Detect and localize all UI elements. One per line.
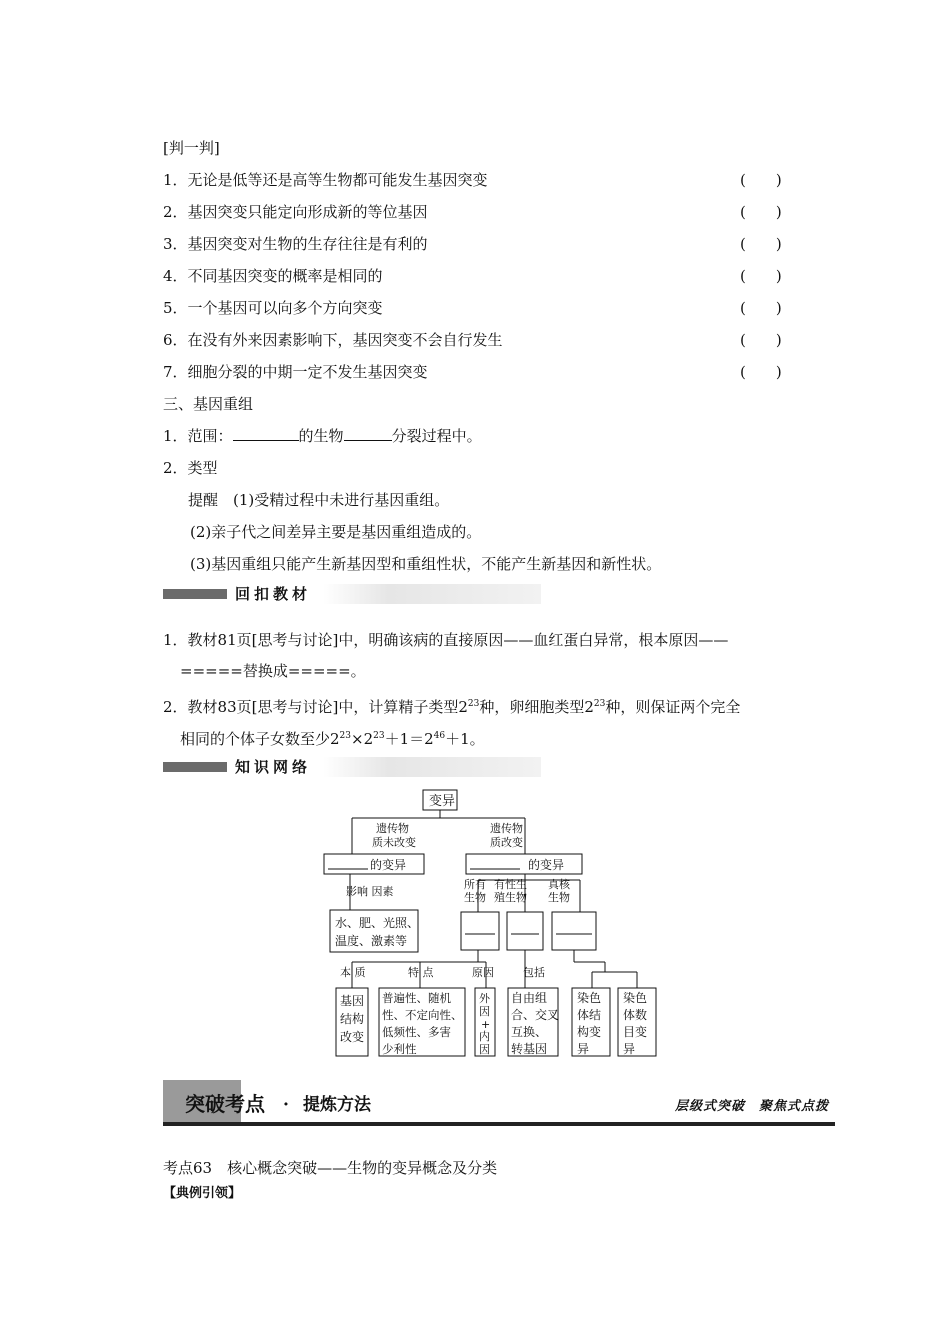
node-chrom <box>552 912 596 950</box>
chapter-rule <box>163 1122 835 1126</box>
node-root-text: 变异 <box>429 794 456 809</box>
essence-1: 基因 <box>340 994 365 1008</box>
feature-4: 少利性 <box>382 1042 417 1056</box>
chapter-banner <box>163 1080 835 1126</box>
judge-paren-1: ( ) <box>740 171 782 189</box>
recomb-type: 2．类型 <box>163 459 218 477</box>
section-network-label: 知识网络 <box>235 758 312 776</box>
label-all-1: 所有 <box>464 878 486 891</box>
label-cause: 原因 <box>472 966 494 979</box>
cause-5: 因 <box>479 1043 490 1056</box>
node-left-text: 的变异 <box>370 858 407 872</box>
superscript: 23 <box>373 731 385 741</box>
branch-right-2: 质改变 <box>490 836 523 849</box>
label-essence: 本 质 <box>340 966 366 979</box>
branch-left-1: 遗传物 <box>376 822 409 835</box>
judge-paren-2: ( ) <box>740 203 782 221</box>
judge-item-7: 7．细胞分裂的中期一定不发生基因突变 <box>163 363 428 381</box>
branch-right-1: 遗传物 <box>490 822 523 835</box>
textbook-item-1-cont: =====替换成=====。 <box>180 662 366 680</box>
chrom-struct-4: 异 <box>577 1042 590 1056</box>
chapter-subtitle: 提炼方法 <box>303 1095 371 1115</box>
chapter-title: 突破考点 <box>185 1092 265 1116</box>
cause-4: 内 <box>479 1030 490 1043</box>
include-1: 自由组 <box>511 991 548 1005</box>
chrom-num-4: 异 <box>623 1042 636 1056</box>
recomb-remind-1: 提醒 (1)受精过程中未进行基因重组。 <box>188 491 450 509</box>
essence-2: 结构 <box>340 1012 365 1026</box>
chapter-dot: · <box>283 1095 289 1115</box>
judge-paren-4: ( ) <box>740 267 782 285</box>
judge-paren-5: ( ) <box>740 299 782 317</box>
feature-2: 性、不定向性、 <box>382 1008 463 1022</box>
textbook-item-1: 1．教材81页[思考与讨论]中，明确该病的直接原因——血红蛋白异常，根本原因—— <box>163 631 729 649</box>
judge-paren-6: ( ) <box>740 331 782 349</box>
label-sexual-2: 殖生物 <box>494 891 527 904</box>
text-run: ＋1。 <box>445 730 485 748</box>
node-right-text: 的变异 <box>528 858 565 872</box>
chapter-slogan: 层级式突破 聚焦式点拨 <box>674 1099 829 1114</box>
include-4: 转基因 <box>511 1042 548 1056</box>
judge-paren-7: ( ) <box>740 363 782 381</box>
text-run: 相同的个体子女数至少2 <box>180 730 340 748</box>
kaodian-title: 考点63 核心概念突破——生物的变异概念及分类 <box>163 1159 498 1177</box>
judge-paren-3: ( ) <box>740 235 782 253</box>
feature-1: 普遍性、随机 <box>382 991 451 1005</box>
label-euk-1: 真核 <box>548 878 570 891</box>
example-heading: 【典例引领】 <box>163 1186 242 1201</box>
cause-3: + <box>481 1018 491 1031</box>
include-2: 合、交叉 <box>511 1008 560 1022</box>
text-run: ＋1＝2 <box>384 730 434 748</box>
essence-3: 改变 <box>340 1030 365 1044</box>
label-all-2: 生物 <box>464 891 486 904</box>
branch-left-2: 质未改变 <box>372 836 416 849</box>
node-mutation <box>461 912 499 950</box>
chrom-struct-2: 体结 <box>577 1008 602 1022</box>
recomb-remind-3: (3)基因重组只能产生新基因型和重组性状，不能产生新基因和新性状。 <box>190 555 662 573</box>
recomb-scope-prefix: 1．范围： <box>163 427 233 445</box>
superscript: 46 <box>433 731 446 741</box>
chrom-struct-3: 构变 <box>577 1025 602 1039</box>
superscript: 23 <box>467 699 480 709</box>
feature-3: 低频性、多害 <box>382 1025 451 1039</box>
label-sexual-1: 有性生 <box>494 878 527 891</box>
text-run: 种，卵细胞类型2 <box>479 698 594 716</box>
label-feature: 特 点 <box>408 966 434 979</box>
factors-2: 温度、激素等 <box>335 934 408 948</box>
recomb-scope-suffix: 分裂过程中。 <box>391 427 482 445</box>
include-3: 互换、 <box>511 1025 548 1039</box>
judge-item-6: 6．在没有外来因素影响下，基因突变不会自行发生 <box>163 331 503 349</box>
recomb-remind-2: (2)亲子代之间差异主要是基因重组造成的。 <box>190 523 482 541</box>
text-run: 种，则保证两个完全 <box>605 698 741 716</box>
section-textbook-label: 回扣教材 <box>235 585 312 603</box>
cause-2: 因 <box>479 1005 490 1018</box>
recomb-heading: 三、基因重组 <box>163 395 254 413</box>
label-euk-2: 生物 <box>548 891 570 904</box>
judge-item-4: 4．不同基因突变的概率是相同的 <box>163 267 383 285</box>
judge-item-1: 1．无论是低等还是高等生物都可能发生基因突变 <box>163 171 488 189</box>
superscript: 23 <box>339 731 351 741</box>
chrom-num-2: 体数 <box>623 1008 648 1022</box>
influence-label: 影响 因素 <box>346 885 394 898</box>
superscript: 23 <box>593 699 606 709</box>
node-right <box>466 854 582 874</box>
judge-heading: [判一判] <box>163 139 220 157</box>
chrom-num-3: 目变 <box>623 1025 648 1039</box>
judge-item-3: 3．基因突变对生物的生存往往是有利的 <box>163 235 428 253</box>
cause-1: 外 <box>479 992 490 1005</box>
text-run: 2．教材83页[思考与讨论]中，计算精子类型2 <box>163 698 468 716</box>
judge-item-5: 5．一个基因可以向多个方向突变 <box>163 299 383 317</box>
chrom-struct-1: 染色 <box>577 991 602 1005</box>
text-run: ×2 <box>351 730 374 748</box>
chrom-num-1: 染色 <box>623 991 648 1005</box>
judge-item-2: 2．基因突变只能定向形成新的等位基因 <box>163 203 428 221</box>
node-recomb <box>507 912 543 950</box>
factors-1: 水、肥、光照、 <box>335 916 420 930</box>
label-include: 包括 <box>523 966 545 979</box>
recomb-scope-mid: 的生物 <box>298 427 344 445</box>
